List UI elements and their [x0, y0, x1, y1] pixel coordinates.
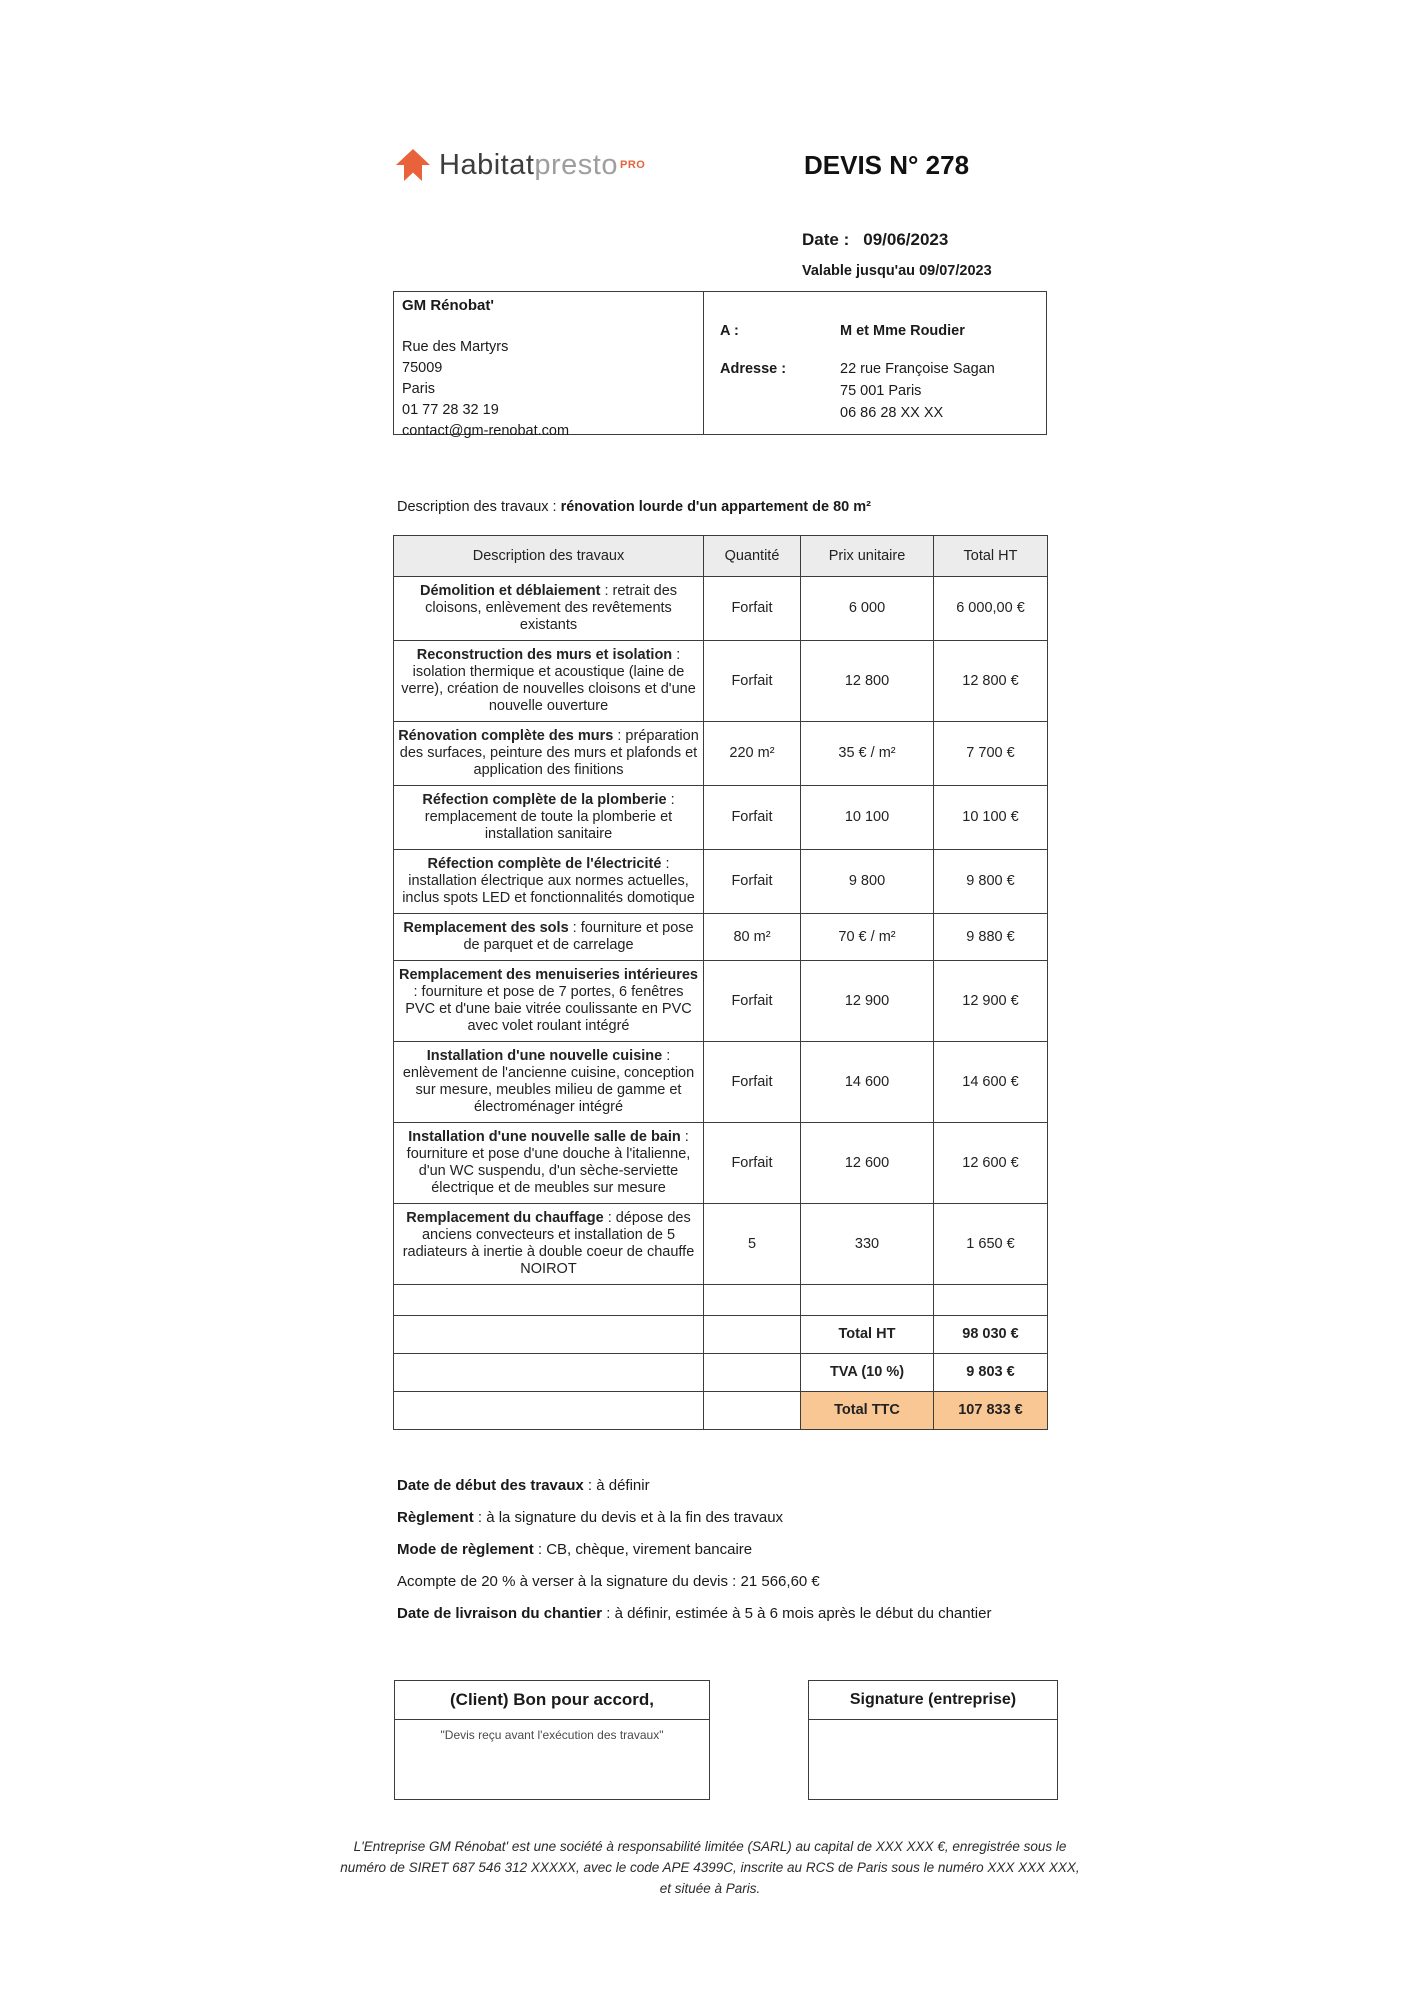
habitatpresto-logo: [395, 148, 645, 182]
work-total-cell: 9 880 €: [934, 914, 1048, 961]
work-description-cell: [394, 1042, 704, 1123]
work-unit-price-cell: 12 900: [801, 961, 934, 1042]
empty-cell: [704, 1354, 801, 1392]
work-description-cell: [394, 641, 704, 722]
document-title: DEVIS N° 278: [804, 150, 970, 180]
work-total-cell: 12 800 €: [934, 641, 1048, 722]
term-text: : à définir, estimée à 5 à 6 mois après le début du chantier: [602, 1605, 992, 1622]
date-line: [802, 230, 948, 250]
work-description-cell: [394, 850, 704, 914]
work-row: [394, 1042, 1048, 1123]
work-quantity-cell: 5: [704, 1204, 801, 1285]
work-row: [394, 641, 1048, 722]
company-line: 75009: [402, 360, 443, 376]
company-name: GM Rénobat': [402, 297, 494, 314]
company-signature-title: Signature (entreprise): [809, 1681, 1057, 1720]
work-description-cell: [394, 1123, 704, 1204]
company-signature-box: [808, 1680, 1058, 1800]
work-quantity-cell: Forfait: [704, 961, 801, 1042]
work-detail: : isolation thermique et acoustique (laine de verre), création de nouvelles cloisons et d'une nouvelle ouverture: [401, 647, 696, 714]
work-detail: : enlèvement de l'ancienne cuisine, conception sur mesure, meubles milieu de gamme et électroménager intégré: [402, 1048, 695, 1115]
work-title: Installation d'une nouvelle cuisine: [426, 1048, 663, 1064]
total-value-cell: 9 803 €: [934, 1354, 1048, 1392]
company-line: Rue des Martyrs: [402, 339, 509, 355]
totals-section: [394, 1316, 1048, 1430]
col-unit-price: Prix unitaire: [801, 536, 934, 577]
work-detail: : fourniture et pose de 7 portes, 6 fenêtres PVC et d'une baie vitrée coulissante en PVC avec volet roulant intégré: [405, 984, 692, 1034]
work-description-cell: [394, 722, 704, 786]
work-title: Réfection complète de la plomberie: [422, 792, 667, 808]
terms-block: [397, 1476, 991, 1636]
work-quantity-cell: Forfait: [704, 1123, 801, 1204]
work-total-cell: 12 900 €: [934, 961, 1048, 1042]
works-intro: [397, 499, 871, 515]
empty-cell: [394, 1392, 704, 1430]
client-address-row: [720, 358, 1046, 424]
brand-secondary: presto: [534, 149, 618, 181]
work-total-cell: 12 600 €: [934, 1123, 1048, 1204]
work-unit-price-cell: 14 600: [801, 1042, 934, 1123]
work-quantity-cell: 220 m²: [704, 722, 801, 786]
work-detail: : retrait des cloisons, enlèvement des revêtements existants: [425, 583, 678, 633]
total-row: [394, 1354, 1048, 1392]
company-line: Paris: [402, 381, 436, 397]
work-title: Remplacement des sols: [403, 920, 569, 936]
company-line: contact@gm-renobat.com: [402, 423, 570, 439]
client-address-line: 06 86 28 XX XX: [840, 405, 944, 421]
total-row: [394, 1316, 1048, 1354]
work-unit-price-cell: 330: [801, 1204, 934, 1285]
term-text: : à la signature du devis et à la fin des travaux: [473, 1509, 784, 1526]
term-line: [397, 1508, 991, 1527]
work-title: Rénovation complète des murs: [398, 728, 614, 744]
work-title: Démolition et déblaiement: [419, 583, 601, 599]
work-description-cell: [394, 1204, 704, 1285]
term-line: [397, 1572, 991, 1591]
work-unit-price-cell: 12 800: [801, 641, 934, 722]
work-unit-price-cell: 35 € / m²: [801, 722, 934, 786]
brand-primary: Habitat: [439, 149, 535, 181]
validity-line: Valable jusqu'au 09/07/2023: [802, 263, 992, 279]
col-quantity: Quantité: [704, 536, 801, 577]
spacer-section: [394, 1285, 1048, 1316]
work-row: [394, 961, 1048, 1042]
to-label: A :: [720, 323, 739, 339]
work-description-cell: [394, 914, 704, 961]
work-total-cell: 6 000,00 €: [934, 577, 1048, 641]
client-address-line: 22 rue Françoise Sagan: [840, 361, 995, 377]
address-label: Adresse :: [720, 361, 787, 377]
total-row: [394, 1392, 1048, 1430]
work-unit-price-cell: 6 000: [801, 577, 934, 641]
work-title: Remplacement des menuiseries intérieures: [399, 967, 698, 983]
total-value-cell: 98 030 €: [934, 1316, 1048, 1354]
term-label: Règlement: [397, 1509, 474, 1526]
work-detail: : installation électrique aux normes actuelles, inclus spots LED et fonctionnalités domotique: [402, 856, 695, 906]
client-to-row: [720, 320, 1046, 342]
client-signature-note: "Devis reçu avant l'exécution des travaux": [440, 1728, 664, 1742]
company-block: [394, 292, 704, 439]
total-label-cell: Total HT: [801, 1316, 934, 1354]
total-label-cell: Total TTC: [801, 1392, 934, 1430]
work-unit-price-cell: 12 600: [801, 1123, 934, 1204]
client-name: M et Mme Roudier: [840, 323, 965, 339]
term-line: [397, 1604, 991, 1623]
work-title: Installation d'une nouvelle salle de bain: [408, 1129, 681, 1145]
brand-text: [439, 148, 645, 182]
term-label: Date de début des travaux: [397, 1477, 584, 1494]
total-label-cell: TVA (10 %): [801, 1354, 934, 1392]
empty-cell: [704, 1392, 801, 1430]
work-title: Reconstruction des murs et isolation: [416, 647, 673, 663]
work-description-cell: [394, 577, 704, 641]
work-row: [394, 577, 1048, 641]
empty-cell: [394, 1316, 704, 1354]
term-label: Date de livraison du chantier: [397, 1605, 603, 1622]
empty-cell: [394, 1354, 704, 1392]
work-title: Réfection complète de l'électricité: [427, 856, 662, 872]
work-quantity-cell: 80 m²: [704, 914, 801, 961]
client-address-lines: [840, 358, 995, 424]
term-line: [397, 1540, 991, 1559]
work-row: [394, 786, 1048, 850]
client-block: [704, 292, 1046, 434]
work-row: [394, 850, 1048, 914]
work-unit-price-cell: 9 800: [801, 850, 934, 914]
work-total-cell: 14 600 €: [934, 1042, 1048, 1123]
work-total-cell: 9 800 €: [934, 850, 1048, 914]
house-arrow-icon: [395, 148, 431, 182]
table-header: [394, 536, 1048, 577]
work-row: [394, 722, 1048, 786]
col-total-ht: Total HT: [934, 536, 1048, 577]
spacer-row: [394, 1285, 1048, 1316]
work-rows: [394, 577, 1048, 1285]
parties-box: [393, 291, 1047, 439]
client-signature-box: [394, 1680, 710, 1800]
work-detail: : dépose des anciens convecteurs et installation de 5 radiateurs à inertie à double coeur de chauffe NOIROT: [402, 1210, 695, 1277]
term-line: [397, 1476, 991, 1495]
work-quantity-cell: Forfait: [704, 1042, 801, 1123]
work-description-cell: [394, 961, 704, 1042]
work-quantity-cell: Forfait: [704, 641, 801, 722]
work-total-cell: 1 650 €: [934, 1204, 1048, 1285]
work-unit-price-cell: 70 € / m²: [801, 914, 934, 961]
works-table: [393, 535, 1048, 1430]
term-label: Mode de règlement: [397, 1541, 534, 1558]
works-intro-value: rénovation lourde d'un appartement de 80 m²: [560, 499, 871, 515]
work-detail: : fourniture et pose d'une douche à l'italienne, d'un WC suspendu, d'un sèche-serviette électrique et de meubles sur mesure: [406, 1129, 691, 1196]
work-row: [394, 914, 1048, 961]
date-value: 09/06/2023: [863, 230, 949, 249]
term-text: : CB, chèque, virement bancaire: [533, 1541, 753, 1558]
work-description-cell: [394, 786, 704, 850]
date-label: Date :: [802, 230, 850, 249]
work-total-cell: 10 100 €: [934, 786, 1048, 850]
work-quantity-cell: Forfait: [704, 850, 801, 914]
term-text: : à définir: [583, 1477, 650, 1494]
client-signature-title: (Client) Bon pour accord,: [395, 1681, 709, 1720]
col-description: Description des travaux: [394, 536, 704, 577]
work-unit-price-cell: 10 100: [801, 786, 934, 850]
work-row: [394, 1204, 1048, 1285]
company-line: 01 77 28 32 19: [402, 402, 499, 418]
work-row: [394, 1123, 1048, 1204]
work-quantity-cell: Forfait: [704, 577, 801, 641]
total-value-cell: 107 833 €: [934, 1392, 1048, 1430]
client-address-line: 75 001 Paris: [840, 383, 922, 399]
brand-pro-badge: PRO: [620, 159, 646, 171]
work-detail: : fourniture et pose de parquet et de carrelage: [463, 920, 694, 953]
work-detail: : remplacement de toute la plomberie et installation sanitaire: [424, 792, 675, 842]
work-title: Remplacement du chauffage: [406, 1210, 604, 1226]
works-intro-label: Description des travaux :: [397, 499, 557, 515]
term-text: Acompte de 20 % à verser à la signature du devis : 21 566,60 €: [397, 1573, 820, 1590]
work-total-cell: 7 700 €: [934, 722, 1048, 786]
work-quantity-cell: Forfait: [704, 786, 801, 850]
company-lines: [402, 337, 695, 442]
work-detail: : préparation des surfaces, peinture des murs et plafonds et application des finitions: [399, 728, 699, 778]
empty-cell: [704, 1316, 801, 1354]
legal-notice: L'Entreprise GM Rénobat' est une société à responsabilité limitée (SARL) au capital de XXX XXX €, enregistrée sous le numéro de SIRET 687 546 312 XXXXX, avec le code APE 4399C, inscrite au RCS de Paris sous le numéro XXX XXX XXX, et située à Paris.: [340, 1839, 1080, 1896]
